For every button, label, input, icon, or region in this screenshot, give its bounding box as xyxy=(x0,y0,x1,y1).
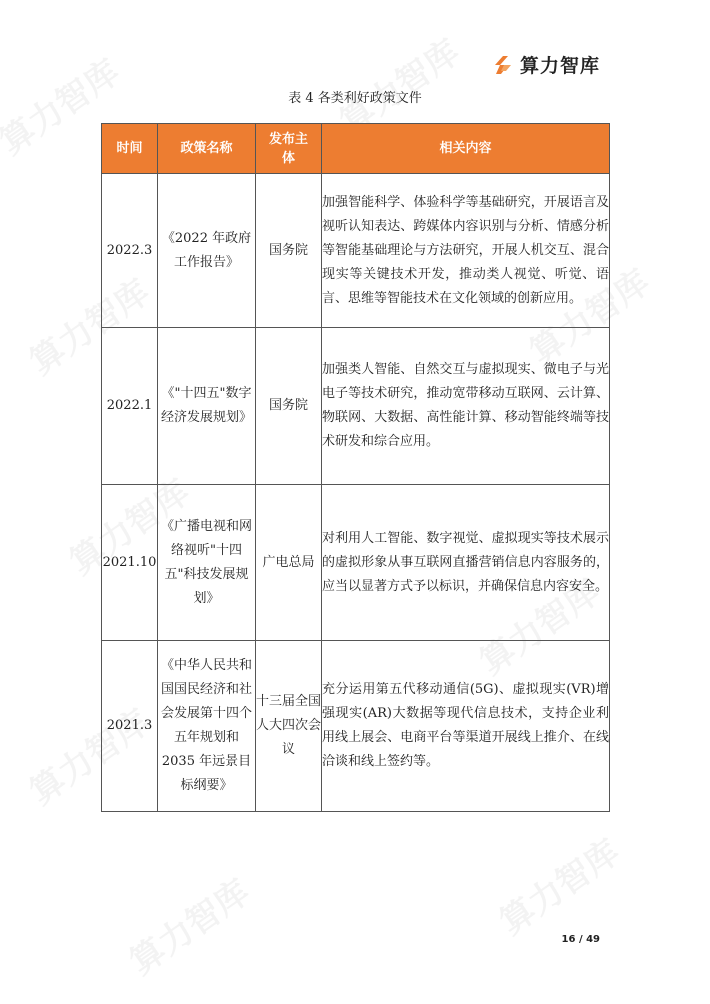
logo-mark-icon xyxy=(492,54,514,76)
cell-time: 2022.3 xyxy=(102,174,158,328)
cell-content: 充分运用第五代移动通信(5G)、虚拟现实(VR)增强现实(AR)大数据等现代信息技术，支持企业利用线上展会、电商平台等渠道开展线上推介、在线洽谈和线上签约等。 xyxy=(322,641,610,812)
cell-issuer: 国务院 xyxy=(256,328,322,485)
policy-table xyxy=(101,123,610,812)
cell-policy-name: 《2022 年政府工作报告》 xyxy=(158,174,256,328)
table-row xyxy=(102,328,610,485)
cell-policy-name: 《广播电视和网络视听"十四五"科技发展规划》 xyxy=(158,485,256,641)
cell-issuer: 十三届全国人大四次会议 xyxy=(256,641,322,812)
column-header-content: 相关内容 xyxy=(322,124,610,174)
column-header-issuer xyxy=(256,124,322,174)
cell-content: 对利用人工智能、数字视觉、虚拟现实等技术展示的虚拟形象从事互联网直播营销信息内容服务的，应当以显著方式予以标识，并确保信息内容安全。 xyxy=(322,485,610,641)
cell-policy-name: 《"十四五"数字经济发展规划》 xyxy=(158,328,256,485)
cell-issuer: 广电总局 xyxy=(256,485,322,641)
cell-content: 加强类人智能、自然交互与虚拟现实、微电子与光电子等技术研究，推动宽带移动互联网、云计算、物联网、大数据、高性能计算、移动智能终端等技术研发和综合应用。 xyxy=(322,328,610,485)
page-number: 16 / 49 xyxy=(561,934,600,945)
brand-logo xyxy=(492,51,600,78)
column-header-issuer-text: 发布主体 xyxy=(268,131,308,166)
cell-policy-name: 《中华人民共和国国民经济和社会发展第十四个五年规划和 2035 年远景目标纲要》 xyxy=(158,641,256,812)
cell-issuer: 国务院 xyxy=(256,174,322,328)
column-header-policy-name: 政策名称 xyxy=(158,124,256,174)
watermark xyxy=(488,825,628,943)
cell-time: 2021.3 xyxy=(102,641,158,812)
cell-time: 2021.10 xyxy=(102,485,158,641)
table-row xyxy=(102,485,610,641)
table-row xyxy=(102,641,610,812)
table-caption: 表 4 各类利好政策文件 xyxy=(288,91,422,106)
table-header-row xyxy=(102,124,610,174)
watermark xyxy=(118,865,258,983)
cell-content: 加强智能科学、体验科学等基础研究，开展语言及视听认知表达、跨媒体内容识别与分析、情感分析等智能基础理论与方法研究，开展人机交互、混合现实等关键技术开发，推动类人视觉、听觉、语言、思维等智能技术在文化领域的创新应用。 xyxy=(322,174,610,328)
column-header-time: 时间 xyxy=(102,124,158,174)
table-row xyxy=(102,174,610,328)
logo-text: 算力智库 xyxy=(519,55,600,77)
cell-time: 2022.1 xyxy=(102,328,158,485)
